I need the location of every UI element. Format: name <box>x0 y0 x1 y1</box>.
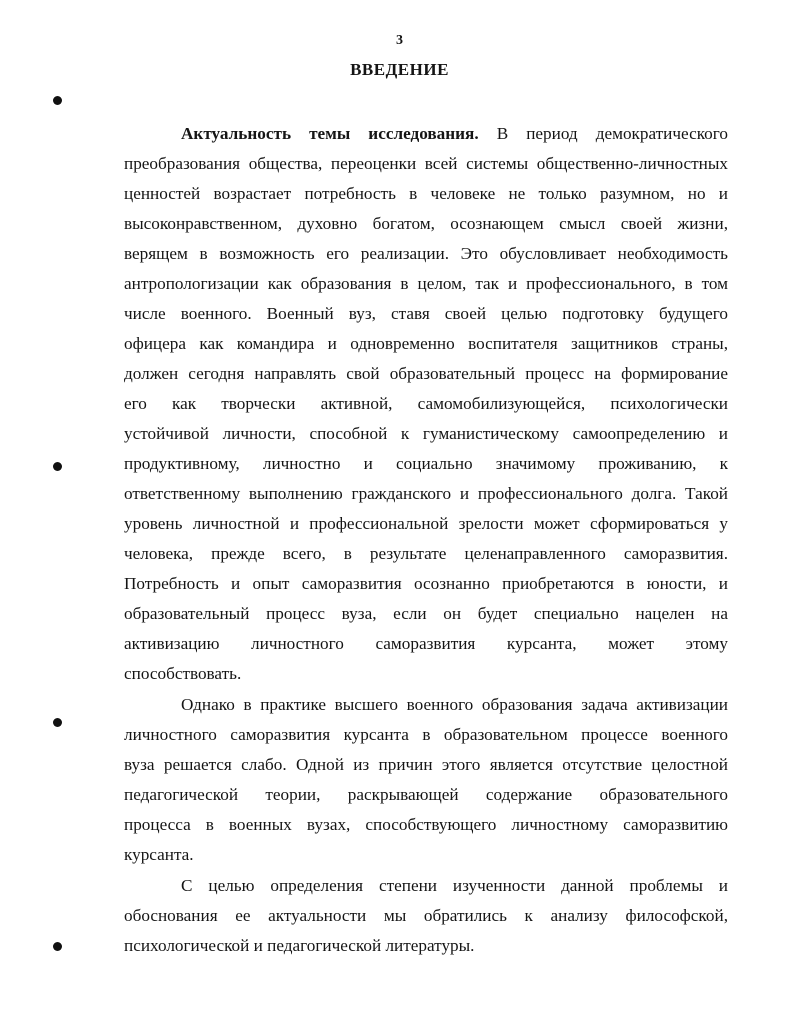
paragraph-1-line: ответственному выполнению гражданского и профессионального долга. Такой <box>124 484 728 503</box>
paragraph-1-line: способствовать. <box>124 664 242 683</box>
paragraph-2-line: Однако в практике высшего военного образования задача активизации <box>181 695 728 714</box>
paragraph-1-line: верящем в возможность его реализации. Это обусловливает необходимость <box>124 244 728 263</box>
paragraph-1-line: должен сегодня направлять свой образовательный процесс на формирование <box>124 364 728 383</box>
paragraph-1-line: Потребность и опыт саморазвития осознанно приобретаются в юности, и <box>124 574 728 593</box>
paragraph-1-line: числе военного. Военный вуз, ставя своей целью подготовку будущего <box>124 304 728 323</box>
paragraph-2-line: процесса в военных вузах, способствующего личностному саморазвитию <box>124 815 728 834</box>
binder-hole-mark <box>53 462 62 471</box>
paragraph-1-line: образовательный процесс вуза, если он будет специально нацелен на <box>124 604 728 623</box>
section-heading: ВВЕДЕНИЕ <box>350 60 449 79</box>
paragraph-2-line: вуза решается слабо. Одной из причин этого является отсутствие целостной <box>124 755 728 774</box>
paragraph-1-line: его как творчески активной, самомобилизующейся, психологически <box>124 394 728 413</box>
binder-hole-mark <box>53 718 62 727</box>
paragraph-1-line: офицера как командира и одновременно воспитателя защитников страны, <box>124 334 728 353</box>
paragraph-1-line: устойчивой личности, способной к гуманистическому самоопределению и <box>124 424 728 443</box>
paragraph-2-line: педагогической теории, раскрывающей содержание образовательного <box>124 785 728 804</box>
page-number: 3 <box>396 33 403 48</box>
paragraph-2-line: курсанта. <box>124 845 194 864</box>
paragraph-3-line: психологической и педагогической литературы. <box>124 936 475 955</box>
paragraph-1-line: ценностей возрастает потребность в человеке не только разумном, но и <box>124 184 728 203</box>
binder-hole-mark <box>53 942 62 951</box>
paragraph-1-line: преобразования общества, переоценки всей системы общественно-личностных <box>124 154 728 173</box>
paragraph-text: В период демократического <box>478 124 728 143</box>
paragraph-3-line: обоснования ее актуальности мы обратились к анализу философской, <box>124 906 728 925</box>
paragraph-lead: Актуальность темы исследования. <box>181 124 479 143</box>
paragraph-1-line: антропологизации как образования в целом, так и профессионального, в том <box>124 274 728 293</box>
paragraph-1-line: уровень личностной и профессиональной зрелости может сформироваться у <box>124 514 728 533</box>
paragraph-2-line: личностного саморазвития курсанта в образовательном процессе военного <box>124 725 728 744</box>
paragraph-3-line: С целью определения степени изученности данной проблемы и <box>181 876 728 895</box>
paragraph-1-line: человека, прежде всего, в результате целенаправленного саморазвития. <box>124 544 728 563</box>
paragraph-1-line: высоконравственном, духовно богатом, осознающем смысл своей жизни, <box>124 214 728 233</box>
paragraph-1-line: продуктивному, личностно и социально значимому проживанию, к <box>124 454 728 473</box>
paragraph-1-line-1 <box>181 123 728 145</box>
binder-hole-mark <box>53 96 62 105</box>
paragraph-1-line: активизацию личностного саморазвития курсанта, может этому <box>124 634 728 653</box>
